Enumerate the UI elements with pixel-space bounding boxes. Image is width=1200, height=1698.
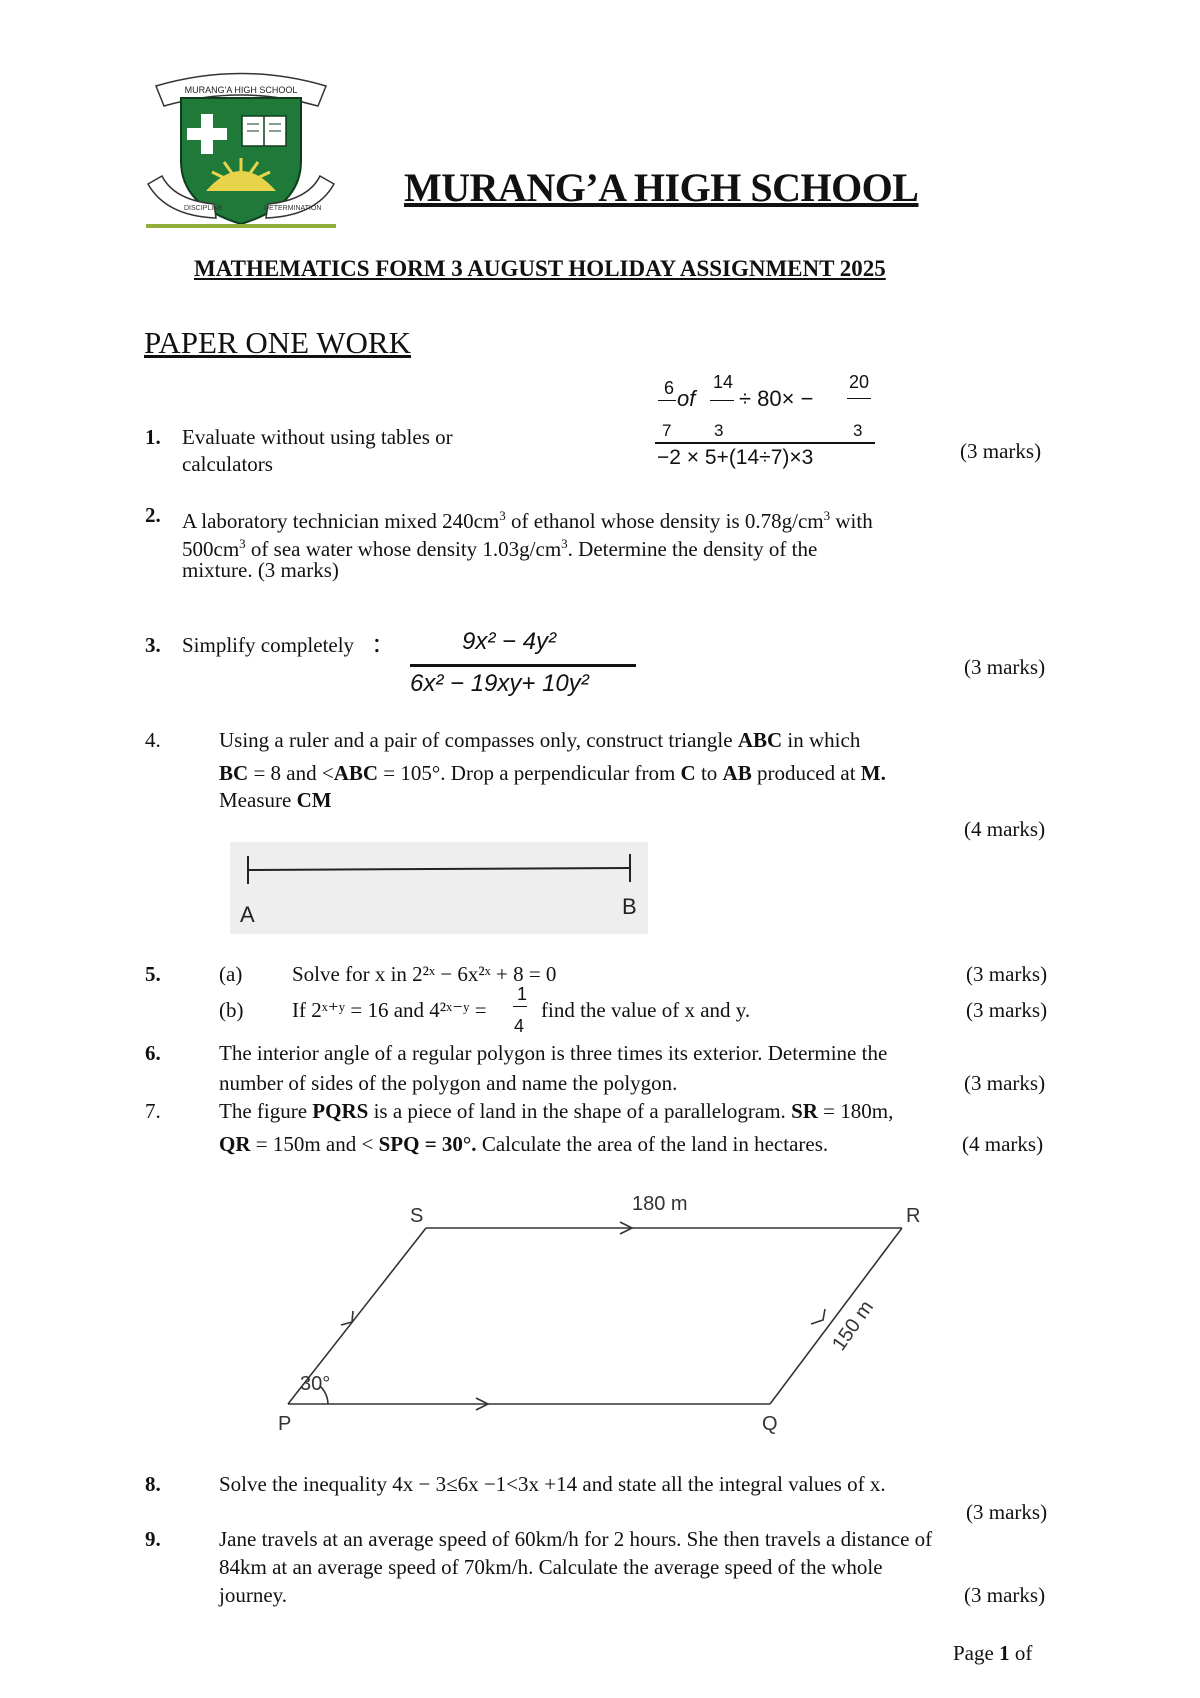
q6-line2: number of sides of the polygon and name the polygon.	[219, 1071, 678, 1095]
school-logo	[146, 66, 336, 232]
q4-line3: Measure CM	[219, 788, 332, 812]
q1-div-80: ÷ 80× −	[739, 386, 814, 411]
q3-colon: :	[373, 628, 381, 659]
q4-label-b: B	[622, 894, 637, 919]
q7-label-qr: 150 m	[828, 1296, 878, 1355]
section-title: PAPER ONE WORK	[144, 325, 411, 360]
q3-text: Simplify completely	[182, 633, 355, 657]
q7-label-p: P	[278, 1413, 292, 1435]
q5a-marks: (3 marks)	[966, 962, 1048, 986]
q7-label-sr: 180 m	[632, 1193, 688, 1215]
q5-number: 5.	[145, 962, 161, 986]
q3-marks: (3 marks)	[964, 655, 1046, 679]
q3-numerator: 9x² − 4y²	[462, 628, 557, 655]
q6-marks: (3 marks)	[964, 1071, 1046, 1095]
q7-line2: QR = 150m and < SPQ = 30°. Calculate the area of the land in hectares.	[219, 1132, 829, 1156]
q1-frac-a-den: 7	[662, 421, 672, 440]
logo-motto-right: DETERMINATION	[264, 205, 322, 212]
q9-line1: Jane travels at an average speed of 60km/h for 2 hours. She then travels a distance of	[219, 1527, 933, 1551]
q1-text-line1: Evaluate without using tables or	[182, 425, 453, 449]
school-name: MURANG’A HIGH SCHOOL	[404, 165, 919, 210]
q1-of: of	[677, 386, 696, 411]
q5b-text-b: find the value of x and y.	[541, 998, 751, 1022]
q1-denominator: −2 × 5+(14÷7)×3	[657, 446, 814, 469]
q2-number: 2.	[145, 503, 161, 527]
q4-number: 4.	[145, 728, 161, 752]
q6-number: 6.	[145, 1041, 161, 1065]
q5a-text: Solve for x in 2²ˣ − 6x²ˣ + 8 = 0	[292, 962, 557, 986]
q6-line1: The interior angle of a regular polygon is three times its exterior. Determine the	[219, 1041, 888, 1065]
q1-expression	[655, 372, 895, 482]
q4-line2: BC = 8 and <ABC = 105°. Drop a perpendicular from C to AB produced at M.	[219, 761, 886, 785]
q4-line1: Using a ruler and a pair of compasses only, construct triangle ABC in which	[219, 728, 861, 752]
q5b-frac-num: 1	[517, 984, 528, 1004]
q7-label-r: R	[906, 1205, 921, 1227]
q5b-label: (b)	[219, 998, 244, 1022]
q7-parallelogram-figure	[270, 1180, 930, 1440]
q2-line3: mixture. (3 marks)	[182, 558, 339, 582]
q1-frac-c-num: 20	[849, 372, 870, 392]
q3-number: 3.	[145, 633, 161, 657]
q2-line2: $500cm^3$ of sea water whose density $1.03g/cm^3$. Determine the density of the	[182, 536, 818, 561]
assignment-title: MATHEMATICS FORM 3 AUGUST HOLIDAY ASSIGNMENT 2025	[194, 256, 886, 281]
q1-marks: (3 marks)	[960, 439, 1042, 463]
q4-label-a: A	[240, 902, 255, 927]
q2-line1: A laboratory technician mixed $240cm^3$ of ethanol whose density is $0.78g/cm^3$ with	[182, 508, 873, 533]
q1-frac-c-den: 3	[853, 421, 863, 440]
q8-text: Solve the inequality 4x − 3≤6x −1<3x +14 and state all the integral values of x.	[219, 1472, 886, 1496]
q5b-marks: (3 marks)	[966, 998, 1048, 1022]
q5b-frac-bar	[513, 1006, 527, 1007]
q1-frac-a-num: 6	[664, 378, 675, 398]
q7-label-s: S	[410, 1205, 424, 1227]
q1-text-line2: calculators	[182, 452, 273, 476]
q8-number: 8.	[145, 1472, 161, 1496]
q9-line3: journey.	[219, 1583, 288, 1607]
q9-line2: 84km at an average speed of 70km/h. Calculate the average speed of the whole	[219, 1555, 883, 1579]
logo-top-text: MURANG'A HIGH SCHOOL	[184, 85, 298, 95]
q7-line1: The figure PQRS is a piece of land in the shape of a parallelogram. SR = 180m,	[219, 1099, 894, 1123]
q5b-frac-den: 4	[514, 1016, 525, 1036]
q4-line-ab-figure	[230, 842, 648, 934]
q7-marks: (4 marks)	[962, 1132, 1044, 1156]
logo-motto-left: DISCIPLINE	[184, 205, 223, 212]
q4-marks: (4 marks)	[964, 817, 1046, 841]
q3-fraction-bar	[410, 664, 636, 667]
q7-number: 7.	[145, 1099, 161, 1123]
q1-number: 1.	[145, 425, 161, 449]
q8-marks: (3 marks)	[966, 1500, 1048, 1524]
q3-denominator: 6x² − 19xy+ 10y²	[410, 670, 589, 697]
q7-label-q: Q	[762, 1413, 778, 1435]
q5a-label: (a)	[219, 962, 243, 986]
q7-label-angle: 30°	[300, 1373, 331, 1395]
q5b-text-a: If 2ˣ⁺ʸ = 16 and 4²ˣ⁻ʸ =	[292, 998, 487, 1022]
q9-marks: (3 marks)	[964, 1583, 1046, 1607]
q1-frac-b-num: 14	[713, 372, 734, 392]
q9-number: 9.	[145, 1527, 161, 1551]
page-number: Page 1 of	[953, 1641, 1033, 1665]
q1-frac-b-den: 3	[714, 421, 724, 440]
